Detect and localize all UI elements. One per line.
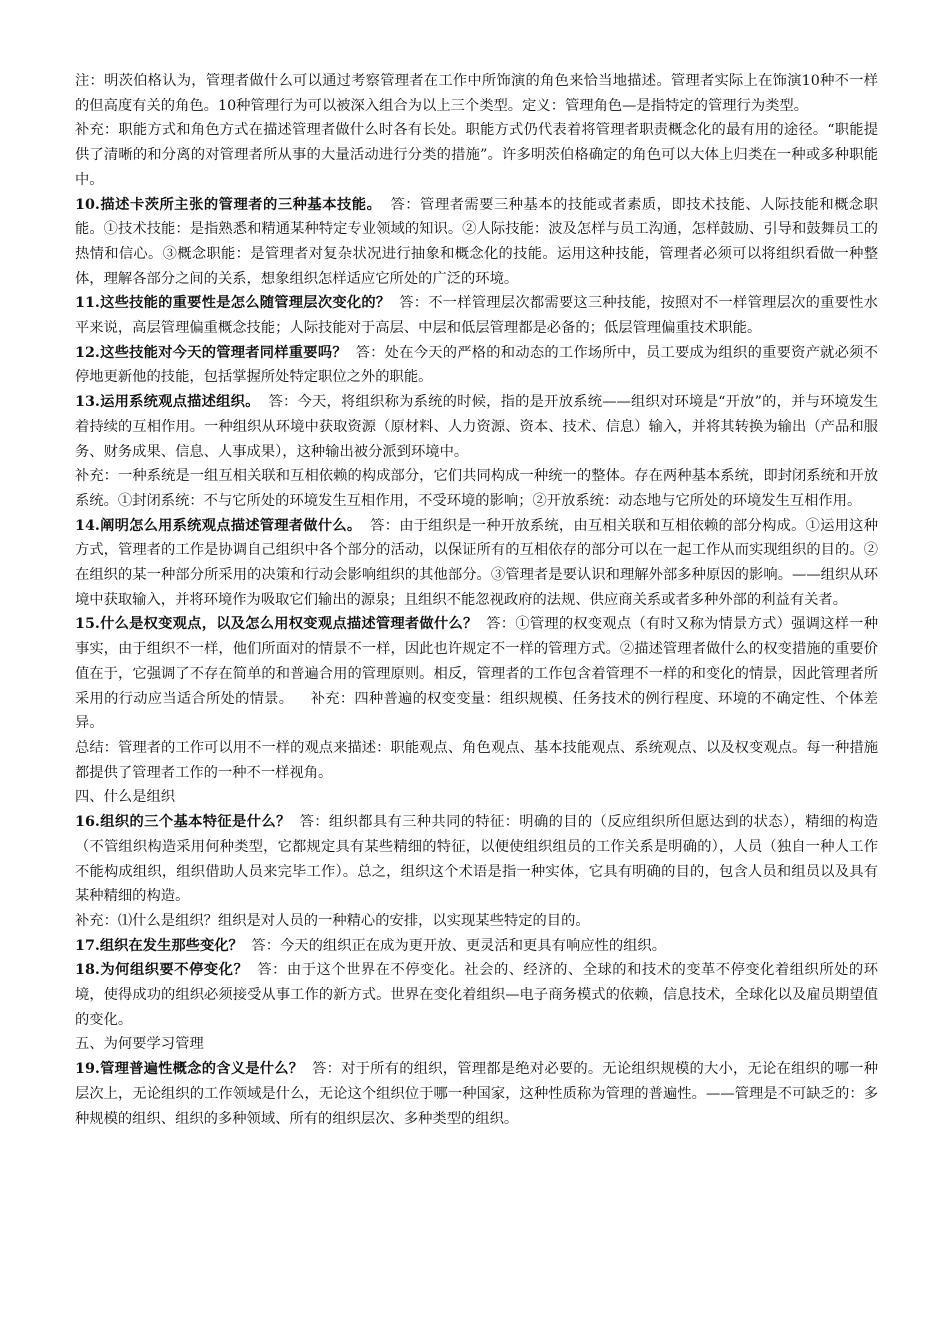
question-text: 10.描述卡茨所主张的管理者的三种基本技能。	[75, 196, 382, 213]
qa-item-10	[75, 193, 878, 292]
qa-item-19	[75, 1057, 878, 1131]
paragraph-text: 注：明茨伯格认为，管理者做什么可以通过考察管理者在工作中所饰演的角色来恰当地描述。管理者实际上在饰演10种不一样的但高度有关的角色。10种管理行为可以被深入组合为以上三个类型。定义：管理角色—是指特定的管理行为类型。	[75, 73, 878, 114]
qa-item-11	[75, 291, 878, 340]
qa-item-13	[75, 390, 878, 464]
answer-text: 答：①管理的权变观点（有时又称为情景方式）强调这样一种事实，由于组织不一样，他们所面对的情景不一样，因此也许规定不一样的管理方式。②描述管理者做什么的权变措施的重要价值在于，它强调了不存在简单的和普遍合用的管理原则。相反，管理者的工作包含着管理不一样的和变化的情景，因此管理者所采用的行动应当适合所处的情景。	[75, 616, 878, 707]
heading-text: 五、为何要学习管理	[75, 1036, 204, 1053]
answer-text: 答：由于组织是一种开放系统，由互相关联和互相依赖的部分构成。①运用这种方式，管理者的工作是协调自己组织中各个部分的活动，以保证所有的互相依存的部分可以在一起工作从而实现组织的目的。②在组织的某一种部分所采用的决策和行动会影响组织的其他部分。③管理者是要认识和理解外部多种原因的影响。——组织从环境中获取输入，并将环境作为吸取它们输出的源泉；且组织不能忽视政府的法规、供应商关系或者多种外部的利益有关者。	[75, 517, 878, 608]
paragraph-text: 补充：职能方式和角色方式在描述管理者做什么时各有长处。职能方式仍代表着将管理者职责概念化的最有用的途径。“职能提供了清晰的和分离的对管理者所从事的大量活动进行分类的措施”。许多明茨伯格确定的角色可以大体上归类在一种或多种职能中。	[75, 122, 878, 188]
answer-text: 答：组织都具有三种共同的特征：明确的目的（反应组织所但愿达到的状态），精细的构造（不管组织构造采用何种类型，它都规定具有某些精细的特征，以便使组织组员的工作关系是明确的），人员（独自一种人工作不能构成组织，组织借助人员来完毕工作）。总之，组织这个术语是指一种实体，它具有明确的目的，包含人员和组员以及具有某种精细的构造。	[75, 814, 878, 905]
supplement-text: 补充：四种普遍的权变变量：组织规模、任务技术的例行程度、环境的不确定性、个体差异。	[75, 690, 879, 732]
paragraph-text: 补充：⑴什么是组织？组织是对人员的一种精心的安排，以实现某些特定的目的。	[75, 912, 590, 929]
supplement-paragraph	[75, 118, 878, 192]
question-text: 15.什么是权变观点，以及怎么用权变观点描述管理者做什么？	[75, 616, 478, 633]
question-text: 19.管理普遍性概念的含义是什么？	[75, 1061, 304, 1078]
note-paragraph	[75, 69, 878, 118]
question-text: 13.运用系统观点描述组织。	[75, 394, 260, 411]
question-text: 16.组织的三个基本特征是什么？	[75, 814, 291, 831]
qa-item-17	[75, 934, 878, 959]
answer-text: 答：管理者需要三种基本的技能或者素质，即技术技能、人际技能和概念职能。①技术技能：是指熟悉和精通某种特定专业领域的知识。②人际技能：波及怎样与员工沟通，怎样鼓励、引导和鼓舞员工的热情和信心。③概念职能：是管理者对复杂状况进行抽象和概念化的技能。运用这种技能，管理者必须可以将组织看做一种整体，理解各部分之间的关系，想象组织怎样适应它所处的广泛的环境。	[75, 196, 879, 287]
summary-paragraph	[75, 736, 878, 785]
question-text: 18.为何组织要不停变化？	[75, 962, 249, 979]
qa-item-14	[75, 514, 878, 613]
supplement-paragraph	[75, 909, 878, 934]
qa-item-16	[75, 810, 878, 909]
section-heading	[75, 1032, 878, 1057]
answer-text: 答：处在今天的严格的和动态的工作场所中，员工要成为组织的重要资产就必须不停地更新他的技能，包括掌握所处特定职位之外的职能。	[75, 344, 878, 386]
answer-text: 答：今天，将组织称为系统的时候，指的是开放系统——组织对环境是“开放”的，并与环境发生着持续的互相作用。一种组织从环境中获取资源（原材料、人力资源、资本、技术、信息）输入，并将其转换为输出（产品和服务、财务成果、信息、人事成果），这种输出被分派到环境中。	[75, 394, 878, 460]
answer-text: 答：不一样管理层次都需要这三种技能，按照对不一样管理层次的重要性水平来说，高层管理偏重概念技能；人际技能对于高层、中层和低层管理都是必备的；低层管理偏重技术职能。	[75, 295, 878, 337]
answer-text: 答：对于所有的组织，管理都是绝对必要的。无论组织规模的大小，无论在组织的哪一种层次上，无论组织的工作领域是什么，无论这个组织位于哪一种国家，这种性质称为管理的普遍性。——管理是不可缺乏的：多种规模的组织、组织的多种领域、所有的组织层次、多种类型的组织。	[75, 1061, 878, 1127]
question-text: 12.这些技能对今天的管理者同样重要吗？	[75, 344, 347, 361]
answer-text: 答：今天的组织正在成为更开放、更灵活和更具有响应性的组织。	[251, 937, 667, 954]
qa-item-15	[75, 612, 878, 736]
qa-item-18	[75, 958, 878, 1032]
section-heading	[75, 785, 878, 810]
question-text: 11.这些技能的重要性是怎么随管理层次变化的？	[75, 295, 391, 312]
question-text: 17.组织在发生那些变化？	[75, 937, 243, 954]
question-text: 14.阐明怎么用系统观点描述管理者做什么。	[75, 517, 362, 534]
paragraph-text: 总结：管理者的工作可以用不一样的观点来描述：职能观点、角色观点、基本技能观点、系统观点、以及权变观点。每一种措施都提供了管理者工作的一种不一样视角。	[75, 739, 878, 781]
answer-text: 答：由于这个世界在不停变化。社会的、经济的、全球的和技术的变革不停变化着组织所处的环境，使得成功的组织必须接受从事工作的新方式。世界在变化着组织—电子商务模式的依赖，信息技术，全球化以及雇员期望值的变化。	[75, 962, 878, 1028]
qa-item-12	[75, 341, 878, 390]
heading-text: 四、什么是组织	[75, 789, 176, 806]
paragraph-text: 补充：一种系统是一组互相关联和互相依赖的构成部分，它们共同构成一种统一的整体。存在两种基本系统，即封闭系统和开放系统。①封闭系统：不与它所处的环境发生互相作用，不受环境的影响；②开放系统：动态地与它所处的环境发生互相作用。	[75, 468, 878, 509]
supplement-paragraph	[75, 464, 878, 513]
